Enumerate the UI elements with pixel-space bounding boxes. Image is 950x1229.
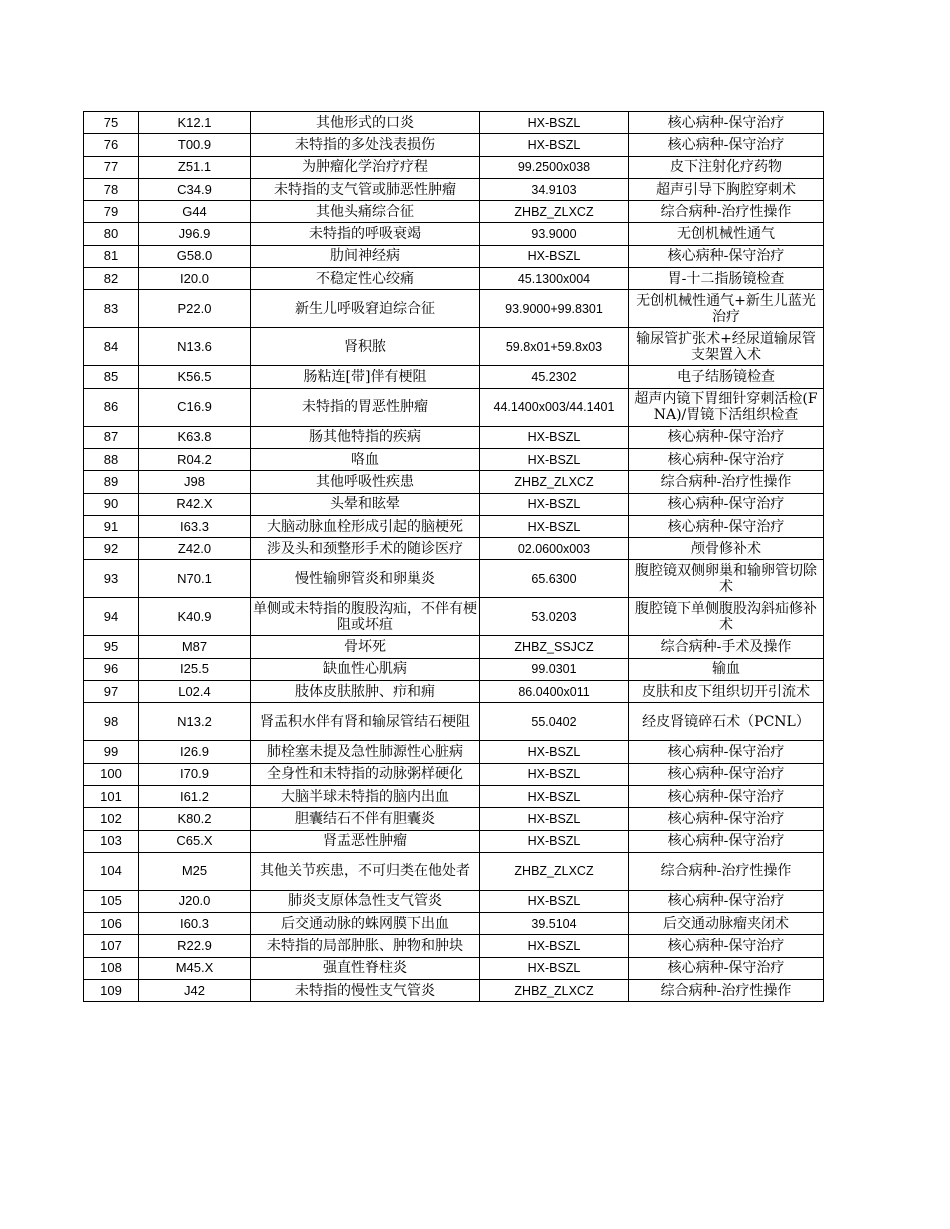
procedure-name-cell: 核心病种-保守治疗 — [629, 426, 824, 448]
row-number-cell: 98 — [84, 703, 139, 741]
procedure-code-cell: ZHBZ_ZLXCZ — [480, 201, 629, 223]
diagnosis-code-cell: C16.9 — [139, 388, 251, 426]
row-number-cell: 105 — [84, 890, 139, 912]
diagnosis-name-cell: 未特指的呼吸衰竭 — [251, 223, 480, 245]
diagnosis-code-cell: J96.9 — [139, 223, 251, 245]
table-row — [84, 681, 824, 703]
row-number-cell: 81 — [84, 245, 139, 267]
procedure-code-cell: 45.2302 — [480, 366, 629, 388]
procedure-name-cell: 核心病种-保守治疗 — [629, 112, 824, 134]
procedure-code-cell: 39.5104 — [480, 913, 629, 935]
table-row — [84, 741, 824, 763]
procedure-code-cell: 99.2500x038 — [480, 156, 629, 178]
diagnosis-code-cell: Z42.0 — [139, 538, 251, 560]
procedure-name-cell: 核心病种-保守治疗 — [629, 448, 824, 470]
diagnosis-name-cell: 全身性和未特指的动脉粥样硬化 — [251, 763, 480, 785]
diagnosis-name-cell: 为肿瘤化学治疗疗程 — [251, 156, 480, 178]
procedure-code-cell: 65.6300 — [480, 560, 629, 598]
procedure-code-cell: HX-BSZL — [480, 245, 629, 267]
diagnosis-name-cell: 单侧或未特指的腹股沟疝，不伴有梗阻或坏疽 — [251, 598, 480, 636]
diagnosis-code-cell: G44 — [139, 201, 251, 223]
procedure-name-cell: 核心病种-保守治疗 — [629, 493, 824, 515]
diagnosis-name-cell: 未特指的多处浅表损伤 — [251, 134, 480, 156]
procedure-name-cell: 超声引导下胸腔穿刺术 — [629, 178, 824, 200]
diagnosis-name-cell: 其他呼吸性疾患 — [251, 471, 480, 493]
procedure-name-cell: 皮肤和皮下组织切开引流术 — [629, 681, 824, 703]
diagnosis-code-cell: J98 — [139, 471, 251, 493]
diagnosis-code-cell: M45.X — [139, 957, 251, 979]
procedure-code-cell: 45.1300x004 — [480, 268, 629, 290]
diagnosis-name-cell: 肢体皮肤脓肿、疖和痈 — [251, 681, 480, 703]
procedure-name-cell: 超声内镜下胃细针穿刺活检(FNA)/胃镜下活组织检查 — [629, 388, 824, 426]
procedure-name-cell: 核心病种-保守治疗 — [629, 741, 824, 763]
diagnosis-name-cell: 其他关节疾患，不可归类在他处者 — [251, 852, 480, 890]
table-row — [84, 448, 824, 470]
diagnosis-name-cell: 后交通动脉的蛛网膜下出血 — [251, 913, 480, 935]
table-row — [84, 935, 824, 957]
table-row — [84, 830, 824, 852]
procedure-code-cell: HX-BSZL — [480, 763, 629, 785]
row-number-cell: 82 — [84, 268, 139, 290]
table-row — [84, 890, 824, 912]
procedure-code-cell: HX-BSZL — [480, 112, 629, 134]
procedure-code-cell: 59.8x01+59.8x03 — [480, 328, 629, 366]
diagnosis-code-cell: G58.0 — [139, 245, 251, 267]
diagnosis-name-cell: 肾积脓 — [251, 328, 480, 366]
procedure-name-cell: 无创机械性通气 — [629, 223, 824, 245]
table-row — [84, 785, 824, 807]
diagnosis-name-cell: 肋间神经病 — [251, 245, 480, 267]
diagnosis-code-cell: R04.2 — [139, 448, 251, 470]
diagnosis-name-cell: 未特指的慢性支气管炎 — [251, 980, 480, 1002]
procedure-name-cell: 综合病种-治疗性操作 — [629, 852, 824, 890]
diagnosis-name-cell: 未特指的胃恶性肿瘤 — [251, 388, 480, 426]
procedure-code-cell: 02.0600x003 — [480, 538, 629, 560]
diagnosis-code-cell: L02.4 — [139, 681, 251, 703]
diagnosis-name-cell: 慢性输卵管炎和卵巢炎 — [251, 560, 480, 598]
table-row — [84, 245, 824, 267]
row-number-cell: 102 — [84, 808, 139, 830]
table-row — [84, 388, 824, 426]
diagnosis-name-cell: 肺栓塞未提及急性肺源性心脏病 — [251, 741, 480, 763]
diagnosis-name-cell: 肠其他特指的疾病 — [251, 426, 480, 448]
table-row — [84, 178, 824, 200]
procedure-name-cell: 核心病种-保守治疗 — [629, 957, 824, 979]
row-number-cell: 99 — [84, 741, 139, 763]
procedure-code-cell: 93.9000 — [480, 223, 629, 245]
table-row — [84, 290, 824, 328]
procedure-name-cell: 核心病种-保守治疗 — [629, 785, 824, 807]
table-row — [84, 636, 824, 658]
procedure-code-cell: 34.9103 — [480, 178, 629, 200]
table-row — [84, 201, 824, 223]
diagnosis-name-cell: 咯血 — [251, 448, 480, 470]
diagnosis-code-cell: C34.9 — [139, 178, 251, 200]
diagnosis-name-cell: 其他形式的口炎 — [251, 112, 480, 134]
table-row — [84, 538, 824, 560]
diagnosis-name-cell: 肺炎支原体急性支气管炎 — [251, 890, 480, 912]
procedure-code-cell: ZHBZ_ZLXCZ — [480, 852, 629, 890]
row-number-cell: 77 — [84, 156, 139, 178]
procedure-name-cell: 综合病种-治疗性操作 — [629, 980, 824, 1002]
procedure-code-cell: ZHBZ_ZLXCZ — [480, 980, 629, 1002]
table-row — [84, 426, 824, 448]
diagnosis-code-cell: J42 — [139, 980, 251, 1002]
procedure-name-cell: 核心病种-保守治疗 — [629, 515, 824, 537]
procedure-code-cell: HX-BSZL — [480, 957, 629, 979]
procedure-code-cell: HX-BSZL — [480, 426, 629, 448]
diagnosis-name-cell: 未特指的支气管或肺恶性肿瘤 — [251, 178, 480, 200]
row-number-cell: 106 — [84, 913, 139, 935]
table-row — [84, 913, 824, 935]
procedure-name-cell: 综合病种-治疗性操作 — [629, 471, 824, 493]
procedure-code-cell: 44.1400x003/44.1401 — [480, 388, 629, 426]
row-number-cell: 89 — [84, 471, 139, 493]
procedure-name-cell: 腹腔镜下单侧腹股沟斜疝修补术 — [629, 598, 824, 636]
table-row — [84, 703, 824, 741]
procedure-name-cell: 核心病种-保守治疗 — [629, 808, 824, 830]
diagnosis-name-cell: 涉及头和颈整形手术的随诊医疗 — [251, 538, 480, 560]
procedure-code-cell: ZHBZ_ZLXCZ — [480, 471, 629, 493]
procedure-code-cell: HX-BSZL — [480, 830, 629, 852]
diagnosis-name-cell: 不稳定性心绞痛 — [251, 268, 480, 290]
procedure-code-cell: HX-BSZL — [480, 890, 629, 912]
diagnosis-name-cell: 骨坏死 — [251, 636, 480, 658]
table-row — [84, 957, 824, 979]
row-number-cell: 80 — [84, 223, 139, 245]
procedure-code-cell: 86.0400x011 — [480, 681, 629, 703]
procedure-name-cell: 颅骨修补术 — [629, 538, 824, 560]
diagnosis-code-cell: N13.6 — [139, 328, 251, 366]
table-row — [84, 268, 824, 290]
procedure-code-cell: 53.0203 — [480, 598, 629, 636]
table-row — [84, 852, 824, 890]
row-number-cell: 84 — [84, 328, 139, 366]
table-body — [84, 112, 824, 1002]
procedure-name-cell: 经皮肾镜碎石术（PCNL） — [629, 703, 824, 741]
procedure-code-cell: ZHBZ_SSJCZ — [480, 636, 629, 658]
table-row — [84, 112, 824, 134]
procedure-name-cell: 腹腔镜双侧卵巢和输卵管切除术 — [629, 560, 824, 598]
diagnosis-name-cell: 其他头痛综合征 — [251, 201, 480, 223]
diagnosis-code-cell: R22.9 — [139, 935, 251, 957]
diagnosis-name-cell: 胆囊结石不伴有胆囊炎 — [251, 808, 480, 830]
procedure-name-cell: 后交通动脉瘤夹闭术 — [629, 913, 824, 935]
procedure-name-cell: 核心病种-保守治疗 — [629, 890, 824, 912]
procedure-name-cell: 核心病种-保守治疗 — [629, 763, 824, 785]
table-row — [84, 763, 824, 785]
table-row — [84, 134, 824, 156]
diagnosis-name-cell: 肠粘连[带]伴有梗阻 — [251, 366, 480, 388]
diagnosis-code-cell: I61.2 — [139, 785, 251, 807]
diagnosis-code-cell: I26.9 — [139, 741, 251, 763]
procedure-name-cell: 胃-十二指肠镜检查 — [629, 268, 824, 290]
procedure-name-cell: 核心病种-保守治疗 — [629, 935, 824, 957]
diagnosis-code-cell: T00.9 — [139, 134, 251, 156]
table-row — [84, 223, 824, 245]
procedure-code-cell: HX-BSZL — [480, 448, 629, 470]
procedure-name-cell: 核心病种-保守治疗 — [629, 830, 824, 852]
diagnosis-code-cell: M25 — [139, 852, 251, 890]
row-number-cell: 92 — [84, 538, 139, 560]
procedure-name-cell: 无创机械性通气+新生儿蓝光治疗 — [629, 290, 824, 328]
diagnosis-code-cell: K56.5 — [139, 366, 251, 388]
table-row — [84, 493, 824, 515]
row-number-cell: 108 — [84, 957, 139, 979]
procedure-code-cell: HX-BSZL — [480, 493, 629, 515]
diagnosis-name-cell: 缺血性心肌病 — [251, 658, 480, 680]
diagnosis-code-cell: I25.5 — [139, 658, 251, 680]
table-row — [84, 515, 824, 537]
procedure-name-cell: 核心病种-保守治疗 — [629, 245, 824, 267]
row-number-cell: 78 — [84, 178, 139, 200]
diagnosis-code-cell: K40.9 — [139, 598, 251, 636]
diagnosis-name-cell: 大脑半球未特指的脑内出血 — [251, 785, 480, 807]
procedure-code-cell: HX-BSZL — [480, 741, 629, 763]
row-number-cell: 107 — [84, 935, 139, 957]
row-number-cell: 101 — [84, 785, 139, 807]
row-number-cell: 95 — [84, 636, 139, 658]
diagnosis-name-cell: 强直性脊柱炎 — [251, 957, 480, 979]
row-number-cell: 93 — [84, 560, 139, 598]
row-number-cell: 91 — [84, 515, 139, 537]
procedure-code-cell: HX-BSZL — [480, 515, 629, 537]
diagnosis-name-cell: 未特指的局部肿胀、肿物和肿块 — [251, 935, 480, 957]
diagnosis-procedure-table — [83, 111, 824, 1002]
procedure-name-cell: 综合病种-治疗性操作 — [629, 201, 824, 223]
row-number-cell: 76 — [84, 134, 139, 156]
row-number-cell: 94 — [84, 598, 139, 636]
procedure-name-cell: 电子结肠镜检查 — [629, 366, 824, 388]
row-number-cell: 103 — [84, 830, 139, 852]
table-row — [84, 471, 824, 493]
row-number-cell: 109 — [84, 980, 139, 1002]
procedure-code-cell: 99.0301 — [480, 658, 629, 680]
diagnosis-name-cell: 大脑动脉血栓形成引起的脑梗死 — [251, 515, 480, 537]
row-number-cell: 100 — [84, 763, 139, 785]
diagnosis-code-cell: N13.2 — [139, 703, 251, 741]
diagnosis-code-cell: I63.3 — [139, 515, 251, 537]
table-row — [84, 560, 824, 598]
diagnosis-name-cell: 新生儿呼吸窘迫综合征 — [251, 290, 480, 328]
table-row — [84, 658, 824, 680]
row-number-cell: 97 — [84, 681, 139, 703]
diagnosis-code-cell: C65.X — [139, 830, 251, 852]
procedure-code-cell: HX-BSZL — [480, 134, 629, 156]
diagnosis-code-cell: K80.2 — [139, 808, 251, 830]
diagnosis-code-cell: K12.1 — [139, 112, 251, 134]
table-row — [84, 980, 824, 1002]
table-row — [84, 156, 824, 178]
table-row — [84, 366, 824, 388]
procedure-code-cell: 93.9000+99.8301 — [480, 290, 629, 328]
diagnosis-name-cell: 肾盂恶性肿瘤 — [251, 830, 480, 852]
procedure-code-cell: HX-BSZL — [480, 785, 629, 807]
diagnosis-code-cell: J20.0 — [139, 890, 251, 912]
diagnosis-name-cell: 头晕和眩晕 — [251, 493, 480, 515]
diagnosis-code-cell: M87 — [139, 636, 251, 658]
diagnosis-code-cell: I20.0 — [139, 268, 251, 290]
procedure-code-cell: 55.0402 — [480, 703, 629, 741]
procedure-code-cell: HX-BSZL — [480, 935, 629, 957]
row-number-cell: 88 — [84, 448, 139, 470]
diagnosis-code-cell: N70.1 — [139, 560, 251, 598]
diagnosis-name-cell: 肾盂积水伴有肾和输尿管结石梗阻 — [251, 703, 480, 741]
row-number-cell: 75 — [84, 112, 139, 134]
table-row — [84, 328, 824, 366]
row-number-cell: 79 — [84, 201, 139, 223]
procedure-name-cell: 核心病种-保守治疗 — [629, 134, 824, 156]
row-number-cell: 104 — [84, 852, 139, 890]
procedure-name-cell: 输血 — [629, 658, 824, 680]
procedure-name-cell: 输尿管扩张术+经尿道输尿管支架置入术 — [629, 328, 824, 366]
row-number-cell: 85 — [84, 366, 139, 388]
diagnosis-code-cell: I70.9 — [139, 763, 251, 785]
row-number-cell: 83 — [84, 290, 139, 328]
diagnosis-code-cell: K63.8 — [139, 426, 251, 448]
row-number-cell: 96 — [84, 658, 139, 680]
table-row — [84, 808, 824, 830]
table-row — [84, 598, 824, 636]
row-number-cell: 86 — [84, 388, 139, 426]
diagnosis-code-cell: I60.3 — [139, 913, 251, 935]
diagnosis-code-cell: R42.X — [139, 493, 251, 515]
procedure-code-cell: HX-BSZL — [480, 808, 629, 830]
row-number-cell: 87 — [84, 426, 139, 448]
diagnosis-code-cell: P22.0 — [139, 290, 251, 328]
procedure-name-cell: 综合病种-手术及操作 — [629, 636, 824, 658]
procedure-name-cell: 皮下注射化疗药物 — [629, 156, 824, 178]
row-number-cell: 90 — [84, 493, 139, 515]
diagnosis-code-cell: Z51.1 — [139, 156, 251, 178]
